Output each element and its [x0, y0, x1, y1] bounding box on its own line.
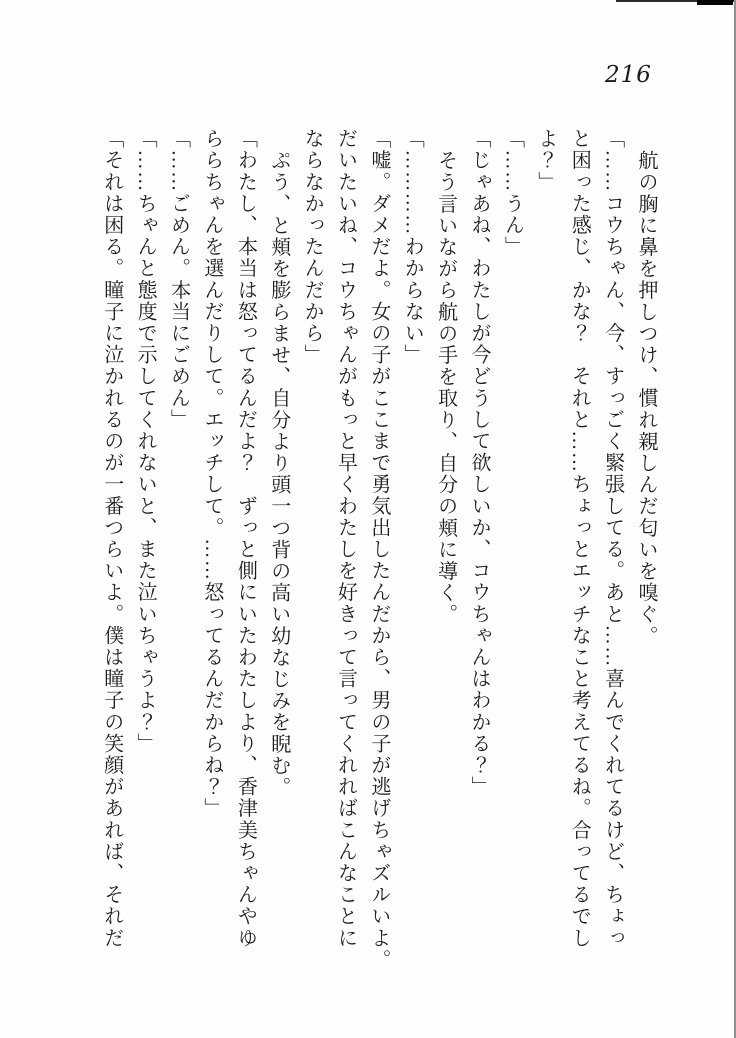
- text-column: 「……うん」: [501, 128, 524, 258]
- text-column: 航の胸に鼻を押しつけ、慣れ親しんだ匂いを嗅ぐ。: [635, 149, 657, 647]
- scan-corner-mark: [697, 0, 733, 5]
- vertical-text-block: [94, 128, 662, 970]
- text-column: 「……ごめん。本当にごめん」: [167, 128, 190, 431]
- text-column: ぷう、と頬を膨らませ、自分より頭一つ背の高い幼なじみを睨む。: [267, 149, 290, 798]
- text-column: そう言いながら航の手を取り、自分の頬に導く。: [434, 149, 457, 625]
- text-column: 「……コウちゃん、今、すっごく緊張してる。あと……喜んでくれてるけど、ちょっ: [601, 128, 624, 949]
- text-column: 「…………わからない」: [401, 128, 424, 366]
- text-column: 「……ちゃんと態度で示してくれないと、また泣いちゃうよ？」: [134, 128, 157, 755]
- text-column: と困った感じ、かな？ それと……ちょっとエッチなこと考えてるね。合ってるでし: [568, 128, 591, 949]
- text-column: ららちゃんを選んだりして。エッチして。……怒ってるんだからね？」: [200, 128, 223, 820]
- page-number: 216: [605, 62, 652, 88]
- text-column: 「それは困る。瞳子に泣かれるのが一番つらいよ。僕は瞳子の笑顔があれば、それだ: [100, 128, 123, 949]
- text-column: よ？」: [534, 128, 557, 193]
- text-column: 「じゃあね、わたしが今どうして欲しいか、コウちゃんはわかる？」: [468, 128, 491, 798]
- text-column: 「嘘。ダメだよ。女の子がここまで勇気出したんだから、男の子が逃げちゃズルいよ。: [367, 128, 390, 971]
- text-column: 「わたし、本当は怒ってるんだよ？ ずっと側にいたわたしより、香津美ちゃんやゆ: [234, 128, 257, 949]
- text-column: だいたいね、コウちゃんがもっと早くわたしを好きって言ってくれればこんなことに: [334, 128, 357, 949]
- text-column: ならなかったんだから」: [301, 128, 324, 366]
